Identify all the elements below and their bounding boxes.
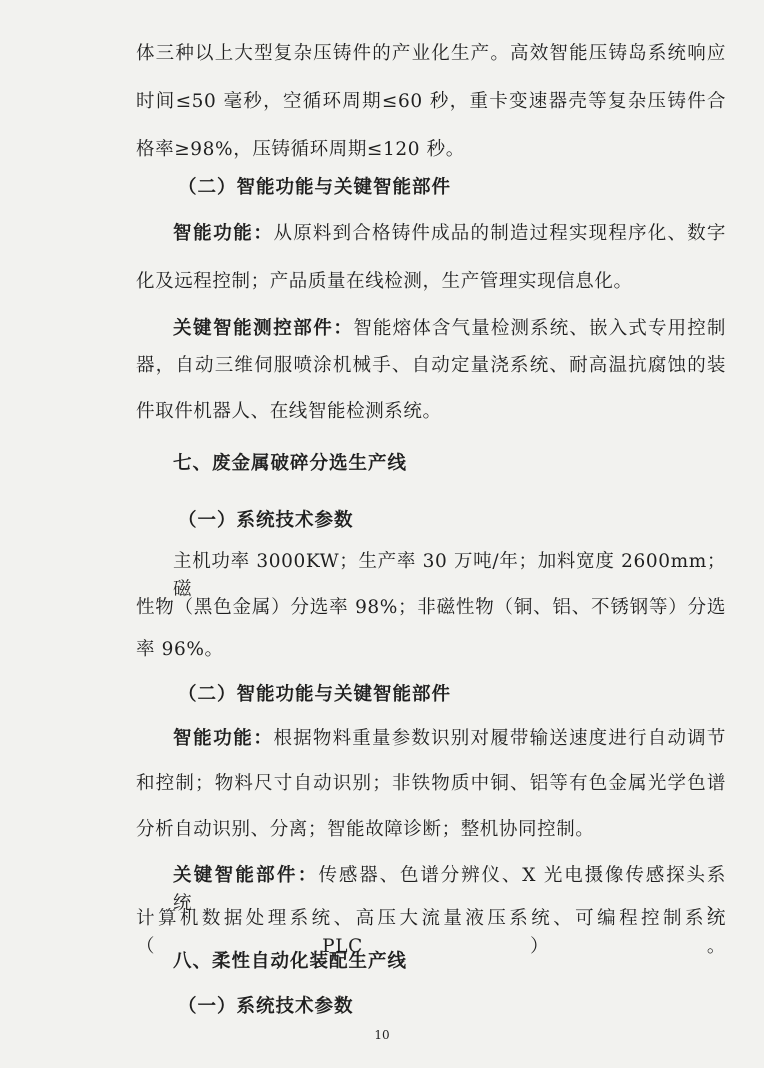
- bold-lead: 智能功能：: [173, 223, 274, 244]
- text-run: 智能熔体含气量检测系统、嵌入式专用控制: [353, 318, 726, 339]
- paragraph-line: 格率≥98%，压铸循环周期≤120 秒。: [136, 139, 465, 160]
- bold-lead: 关键智能测控部件：: [173, 318, 354, 339]
- paragraph-line: 率 96%。: [136, 639, 224, 660]
- paragraph-line: [173, 220, 726, 248]
- paragraph-line: 时间≤50 毫秒，空循环周期≤60 秒，重卡变速器壳等复杂压铸件合: [136, 91, 726, 112]
- section-heading: 八、柔性自动化装配生产线: [173, 951, 408, 972]
- paragraph-line: 化及远程控制；产品质量在线检测，生产管理实现信息化。: [136, 271, 633, 292]
- bold-lead: 智能功能：: [173, 728, 274, 749]
- paragraph-line: 体三种以上大型复杂压铸件的产业化生产。高效智能压铸岛系统响应: [136, 43, 726, 64]
- page-number: 10: [374, 1028, 390, 1042]
- paragraph-line: 和控制；物料尺寸自动识别；非铁物质中铜、铝等有色金属光学色谱: [136, 773, 726, 794]
- paragraph-line: 计算机数据处理系统、高压大流量液压系统、可编程控制系统（PLC）。: [136, 908, 726, 957]
- text-run: 根据物料重量参数识别对履带输送速度进行自动调节: [273, 728, 726, 749]
- subsection-heading: （一）系统技术参数: [178, 510, 354, 531]
- paragraph-line: 性物（黑色金属）分选率 98%；非磁性物（铜、铝、不锈钢等）分选: [136, 597, 726, 618]
- paragraph-line: 主机功率 3000KW；生产率 30 万吨/年；加料宽度 2600mm；磁: [173, 551, 726, 600]
- subsection-heading: （二）智能功能与关键智能部件: [178, 177, 452, 198]
- paragraph-line: [173, 725, 726, 753]
- text-run: 传感器、色谱分辨仪、X 光电摄像传感探头系统、: [173, 865, 726, 914]
- text-run: 从原料到合格铸件成品的制造过程实现程序化、数字: [273, 223, 726, 244]
- paragraph-line: [173, 315, 726, 343]
- section-heading: 七、废金属破碎分选生产线: [173, 453, 408, 474]
- paragraph-line: 器，自动三维伺服喷涂机械手、自动定量浇系统、耐高温抗腐蚀的装: [136, 355, 726, 376]
- subsection-heading: （二）智能功能与关键智能部件: [178, 684, 452, 705]
- bold-lead: 关键智能部件：: [173, 865, 319, 886]
- paragraph-line: 件取件机器人、在线智能检测系统。: [136, 401, 442, 422]
- subsection-heading: （一）系统技术参数: [178, 996, 354, 1017]
- paragraph-line: 分析自动识别、分离；智能故障诊断；整机协同控制。: [136, 819, 595, 840]
